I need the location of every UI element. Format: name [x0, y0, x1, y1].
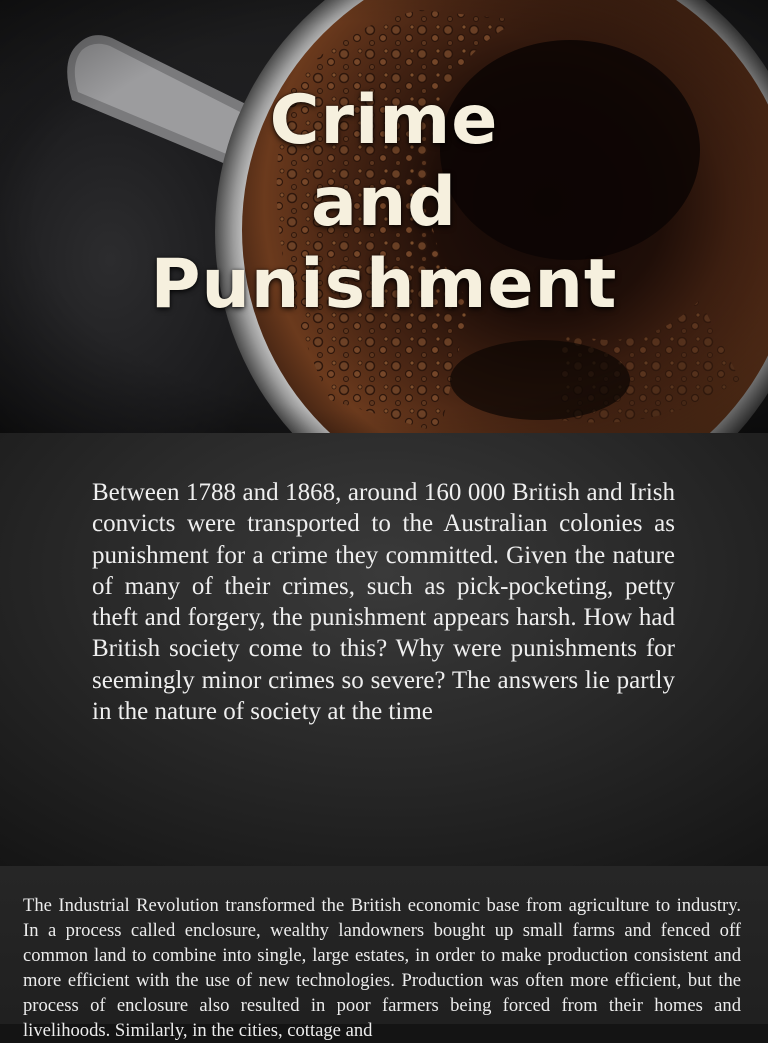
- intro-section: [0, 433, 768, 866]
- title-line-and: and: [311, 163, 457, 242]
- title-line-punishment: Punishment: [150, 245, 618, 324]
- intro-paragraph: Between 1788 and 1868, around 160 000 British and Irish convicts were transported to the Australian colonies as punishment for a crime they committed. Given the nature of many of their crimes, such as pick-pocketing, petty theft and forgery, the punishment appears harsh. How had British society come to this? Why were punishments for seemingly minor crimes so severe? The answers lie partly in the nature of society at the time: [92, 479, 675, 726]
- page-title: [0, 80, 768, 326]
- body-section: [0, 866, 768, 1041]
- title-line-crime: Crime: [269, 81, 499, 160]
- body-paragraph: The Industrial Revolution transformed the British economic base from agriculture to industry. In a process called enclosure, wealthy landowners bought up small farms and fenced off common land to combine into single, large estates, in order to make production consistent and more efficient with the use of new technologies. Production was often more efficient, but the process of enclosure also resulted in poor farmers being forced from their homes and livelihoods. Similarly, in the cities, cottage and: [23, 895, 741, 1041]
- hero-image: [0, 0, 768, 433]
